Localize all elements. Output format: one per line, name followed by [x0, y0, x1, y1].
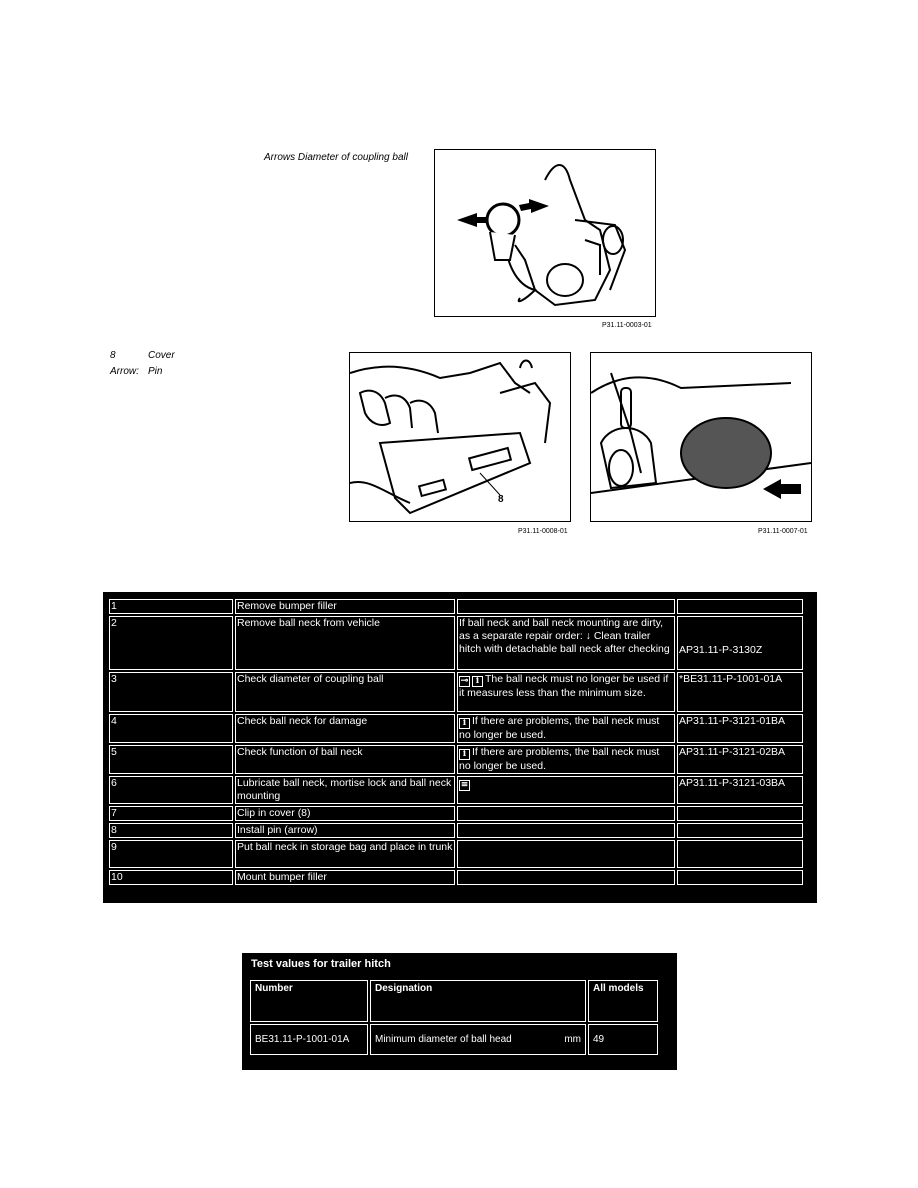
step-number: 1 — [109, 599, 233, 614]
table-row — [109, 616, 803, 670]
arrow-icon — [763, 479, 801, 499]
legend-text: Cover — [148, 350, 175, 361]
legend-key: 8 — [110, 350, 116, 361]
lubricant-icon: ≡ — [460, 780, 469, 790]
info-icon: i — [459, 718, 470, 729]
step-ref-link[interactable]: *BE31.11-P-1001-01A — [679, 673, 783, 685]
test-value: 49 — [588, 1024, 658, 1055]
table-row — [109, 823, 803, 838]
table-row — [109, 672, 803, 712]
step-number: 3 — [109, 672, 233, 712]
table-row — [109, 745, 803, 774]
step-ref[interactable] — [677, 714, 803, 743]
test-values-table — [248, 978, 660, 1057]
step-number: 4 — [109, 714, 233, 743]
step-number: 8 — [109, 823, 233, 838]
step-ref — [677, 823, 803, 838]
step-number: 9 — [109, 840, 233, 868]
step-note — [457, 776, 675, 804]
table-row — [109, 776, 803, 804]
designation-text: Minimum diameter of ball head — [375, 1034, 512, 1045]
test-number: BE31.11-P-1001-01A — [250, 1024, 368, 1055]
header-designation: Designation — [370, 980, 586, 1022]
step-number: 5 — [109, 745, 233, 774]
callout-8: 8 — [498, 494, 504, 505]
step-number: 6 — [109, 776, 233, 804]
figure1-code: P31.11-0003-01 — [602, 322, 652, 329]
procedure-table — [103, 592, 817, 903]
table-row — [109, 714, 803, 743]
table-header-row — [250, 980, 658, 1022]
table-row — [109, 599, 803, 614]
wrench-icon: ⊸ — [460, 676, 469, 686]
step-ref[interactable] — [677, 616, 803, 670]
step-ref-link[interactable]: AP31.11-P-3130Z — [679, 644, 763, 656]
step-note-text: If there are problems, the ball neck must no longer be used. — [459, 715, 660, 741]
header-all-models: All models — [588, 980, 658, 1022]
step-ref-link[interactable]: AP31.11-P-3121-03BA — [679, 777, 786, 789]
step-note — [457, 840, 675, 868]
figure1-caption: Arrows Diameter of coupling ball — [264, 152, 408, 163]
step-note — [457, 806, 675, 821]
figure-coupling-ball-diameter — [434, 149, 656, 317]
step-action: Remove ball neck from vehicle — [235, 616, 455, 670]
step-note-text: The ball neck must no longer be used if it measures less than the minimum size. — [459, 673, 669, 699]
step-action: Check function of ball neck — [235, 745, 455, 774]
step-note — [457, 714, 675, 743]
step-note — [457, 672, 675, 712]
figure2-left-code: P31.11-0008-01 — [518, 528, 568, 535]
step-ref[interactable] — [677, 672, 803, 712]
table-row — [109, 870, 803, 885]
figure2-right-code: P31.11-0007-01 — [758, 528, 808, 535]
unit: mm — [564, 1034, 581, 1045]
header-number: Number — [250, 980, 368, 1022]
step-ref — [677, 840, 803, 868]
step-action: Install pin (arrow) — [235, 823, 455, 838]
step-ref — [677, 806, 803, 821]
step-action: Mount bumper filler — [235, 870, 455, 885]
test-values-title: Test values for trailer hitch — [251, 958, 391, 970]
step-action: Check diameter of coupling ball — [235, 672, 455, 712]
steps-table — [107, 597, 805, 887]
step-note — [457, 870, 675, 885]
step-action: Clip in cover (8) — [235, 806, 455, 821]
step-note — [457, 599, 675, 614]
legend-key: Arrow: — [110, 366, 139, 377]
table-row — [109, 840, 803, 868]
test-values-panel — [242, 953, 677, 1070]
step-number: 7 — [109, 806, 233, 821]
pin-illustration — [591, 353, 811, 521]
step-action: Lubricate ball neck, mortise lock and ball neck mounting — [235, 776, 455, 804]
step-ref[interactable] — [677, 745, 803, 774]
step-ref-link[interactable]: AP31.11-P-3121-02BA — [679, 746, 786, 758]
cover-illustration — [350, 353, 570, 521]
step-action: Put ball neck in storage bag and place in trunk — [235, 840, 455, 868]
info-icon: i — [472, 676, 483, 687]
step-action: Check ball neck for damage — [235, 714, 455, 743]
info-icon: i — [459, 749, 470, 760]
step-note-text: If there are problems, the ball neck must no longer be used. — [459, 746, 660, 772]
legend-item-cover — [110, 350, 175, 361]
legend-item-pin — [110, 366, 162, 377]
test-designation — [370, 1024, 586, 1055]
step-ref — [677, 599, 803, 614]
step-note — [457, 745, 675, 774]
step-note: If ball neck and ball neck mounting are dirty, as a separate repair order: ↓ Clean trailer hitch with detachable ball neck after checking — [457, 616, 675, 670]
table-row — [109, 806, 803, 821]
figure-clip-in-cover — [349, 352, 571, 522]
step-action: Remove bumper filler — [235, 599, 455, 614]
trailer-hitch-illustration — [435, 150, 655, 316]
table-row — [250, 1024, 658, 1055]
figure-install-pin — [590, 352, 812, 522]
step-number: 2 — [109, 616, 233, 670]
step-note — [457, 823, 675, 838]
legend-text: Pin — [148, 366, 163, 377]
step-ref[interactable] — [677, 776, 803, 804]
step-ref — [677, 870, 803, 885]
step-ref-link[interactable]: AP31.11-P-3121-01BA — [679, 715, 786, 727]
step-number: 10 — [109, 870, 233, 885]
